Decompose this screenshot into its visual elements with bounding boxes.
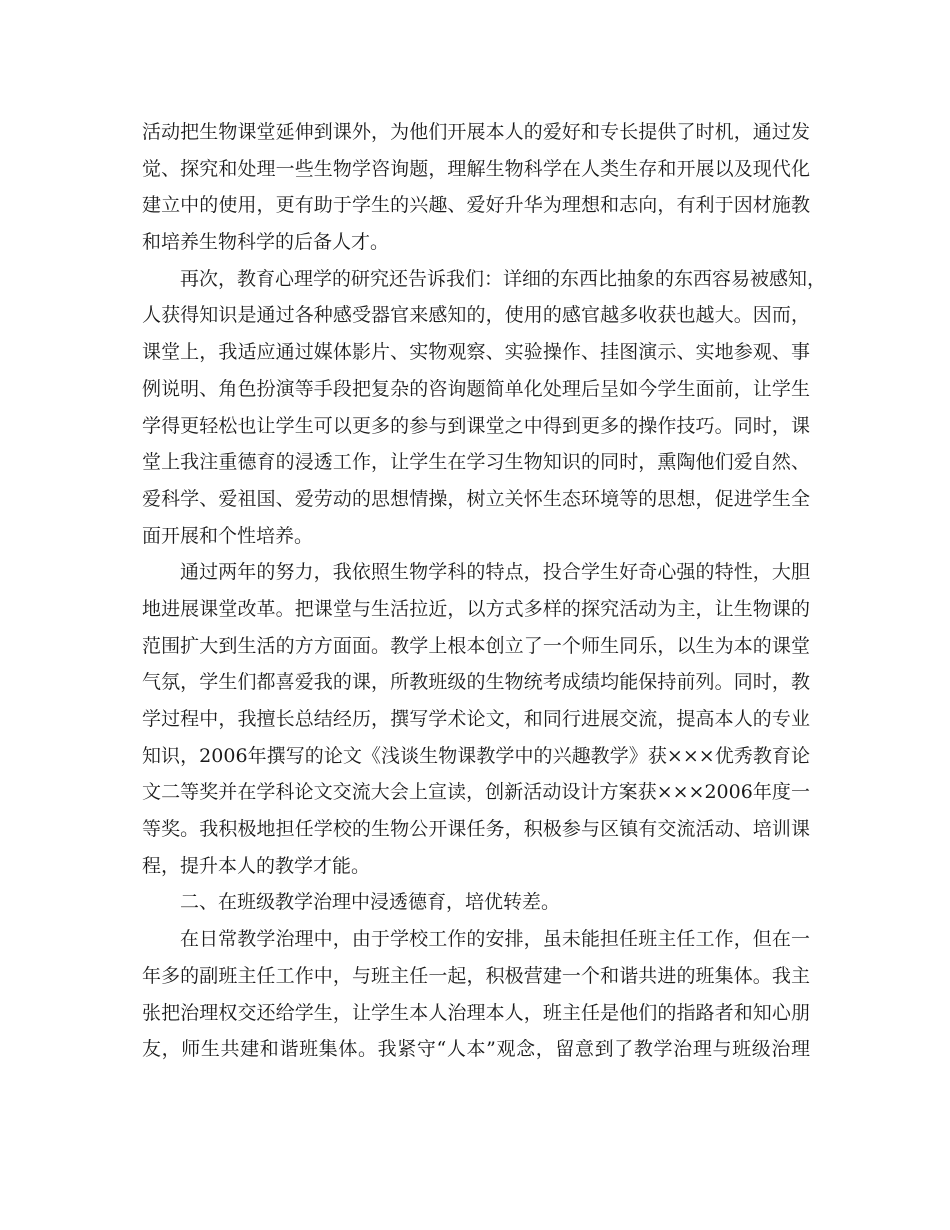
text-line: 建立中的使用，更有助于学生的兴趣、爱好升华为理想和志向，有利于因材施教 — [142, 194, 810, 217]
text-line: 等奖。我积极地担任学校的生物公开课任务，积极参与区镇有交流活动、培训课 — [142, 818, 810, 841]
text-line: 课堂上，我适应通过媒体影片、实物观察、实验操作、挂图演示、实地参观、事 — [142, 341, 810, 364]
text-line: 和培养生物科学的后备人才。 — [142, 231, 390, 254]
text-line: 活动把生物课堂延伸到课外，为他们开展本人的爱好和专长提供了时机，通过发 — [142, 121, 810, 143]
text-line: 人获得知识是通过各种感受器官来感知的，使用的感官越多收获也越大。因而， — [142, 304, 810, 327]
text-line: 二、在班级教学治理中浸透德育，培优转差。 — [180, 891, 561, 914]
text-line: 爱科学、爱祖国、爱劳动的思想情操，树立关怀生态环境等的思想，促进学生全 — [142, 487, 810, 510]
text-line: 张把治理权交还给学生，让学生本人治理本人，班主任是他们的指路者和知心朋 — [142, 1001, 810, 1024]
text-line: 地进展课堂改革。把课堂与生活拉近，以方式多样的探究活动为主，让生物课的 — [142, 597, 810, 620]
text-line: 年多的副班主任工作中，与班主任一起，积极营建一个和谐共进的班集体。我主 — [142, 964, 810, 987]
text-line: 再次，教育心理学的研究还告诉我们：详细的东西比抽象的东西容易被感知， — [180, 267, 827, 290]
text-line: 知识，2006年撰写的论文《浅谈生物课教学中的兴趣教学》获×××优秀教育论 — [142, 744, 810, 767]
text-line: 例说明、角色扮演等手段把复杂的咨询题简单化处理后呈如今学生面前，让学生 — [142, 377, 810, 400]
text-line: 程，提升本人的教学才能。 — [142, 854, 371, 877]
text-line: 在日常教学治理中，由于学校工作的安排，虽未能担任班主任工作，但在一 — [180, 928, 810, 951]
text-line: 堂上我注重德育的浸透工作，让学生在学习生物知识的同时，熏陶他们爱自然、 — [142, 451, 810, 474]
text-line: 觉、探究和处理一些生物学咨询题，理解生物科学在人类生存和开展以及现代化 — [142, 157, 810, 180]
text-line: 范围扩大到生活的方方面面。教学上根本创立了一个师生同乐，以生为本的课堂 — [142, 634, 810, 657]
document-body — [142, 114, 827, 1068]
text-line: 友，师生共建和谐班集体。我紧守“人本”观念，留意到了教学治理与班级治理 — [142, 1038, 810, 1061]
text-line: 学得更轻松也让学生可以更多的参与到课堂之中得到更多的操作技巧。同时，课 — [142, 414, 810, 437]
text-line: 面开展和个性培养。 — [142, 524, 314, 547]
text-line: 气氛，学生们都喜爱我的课，所教班级的生物统考成绩均能保持前列。同时，教 — [142, 671, 810, 694]
text-line: 学过程中，我擅长总结经历，撰写学术论文，和同行进展交流，提高本人的专业 — [142, 708, 810, 730]
text-line: 文二等奖并在学科论文交流大会上宣读，创新活动设计方案获×××2006年度一 — [142, 781, 810, 804]
text-line: 通过两年的努力，我依照生物学科的特点，投合学生好奇心强的特性，大胆 — [180, 561, 810, 584]
